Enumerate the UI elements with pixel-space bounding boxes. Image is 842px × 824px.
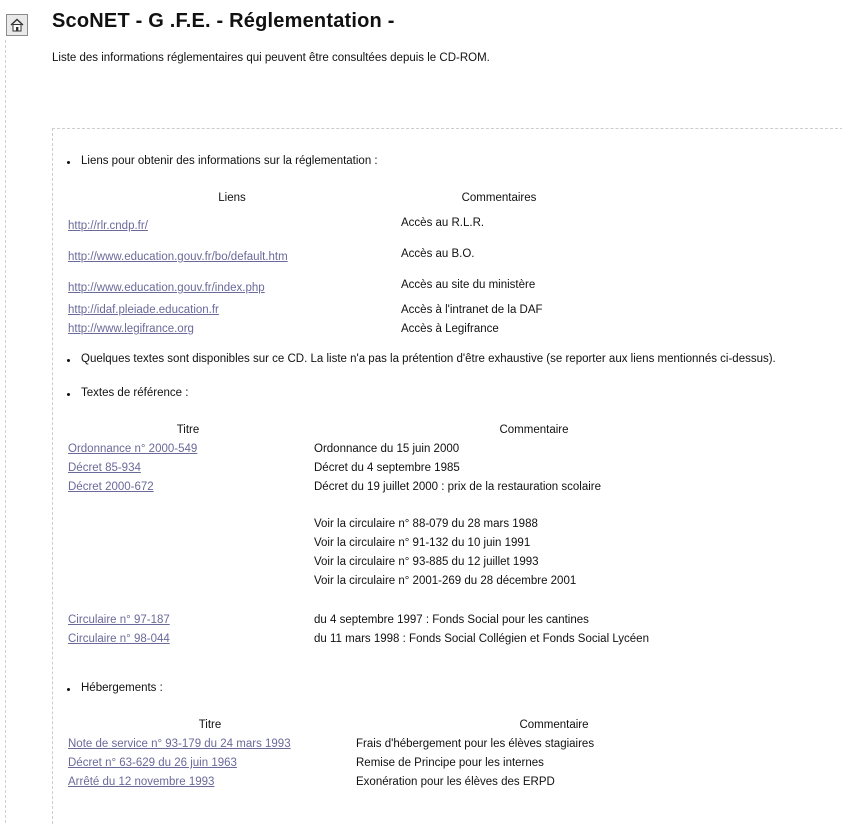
bullet-dot bbox=[67, 359, 70, 362]
link-ordonnance-2000-549[interactable]: Ordonnance n° 2000-549 bbox=[68, 443, 198, 455]
link-decret-2000-672[interactable]: Décret 2000-672 bbox=[68, 481, 154, 493]
col-header-comments: Commentaires bbox=[461, 192, 537, 204]
comment-arrete: Exonération pour les élèves des ERPD bbox=[356, 776, 555, 788]
link-arrete-12-novembre-1993[interactable]: Arrêté du 12 novembre 1993 bbox=[68, 776, 215, 788]
link-note-service-93-179[interactable]: Note de service n° 93-179 du 24 mars 1993 bbox=[68, 738, 291, 750]
link-daf[interactable]: http://idaf.pleiade.education.fr bbox=[68, 304, 219, 316]
note-circulaire-93-885: Voir la circulaire n° 93-885 du 12 juillet 1993 bbox=[314, 556, 539, 568]
link-ministere[interactable]: http://www.education.gouv.fr/index.php bbox=[68, 282, 265, 294]
bullet-links-text: Liens pour obtenir des informations sur la réglementation : bbox=[81, 155, 378, 167]
comment-circulaire-97: du 4 septembre 1997 : Fonds Social pour les cantines bbox=[314, 614, 589, 626]
home-icon bbox=[9, 17, 25, 33]
col-header-titre: Titre bbox=[176, 424, 200, 436]
link-legifrance[interactable]: http://www.legifrance.org bbox=[68, 323, 194, 335]
comment-decret-63: Remise de Principe pour les internes bbox=[356, 757, 544, 769]
comment-rlr: Accès au R.L.R. bbox=[401, 217, 485, 229]
link-circulaire-98-044[interactable]: Circulaire n° 98-044 bbox=[68, 633, 170, 645]
home-button[interactable] bbox=[6, 14, 28, 36]
link-circulaire-97-187[interactable]: Circulaire n° 97-187 bbox=[68, 614, 170, 626]
bullet-hebergements-text: Hébergements : bbox=[81, 682, 163, 694]
bullet-dot bbox=[67, 393, 70, 396]
col-header-links: Liens bbox=[218, 192, 246, 204]
link-decret-63-629[interactable]: Décret n° 63-629 du 26 juin 1963 bbox=[68, 757, 237, 769]
bullet-dot bbox=[67, 161, 70, 164]
note-circulaire-88-079: Voir la circulaire n° 88-079 du 28 mars 1988 bbox=[314, 518, 538, 530]
col-header-titre-heberg: Titre bbox=[198, 719, 222, 731]
left-divider bbox=[5, 40, 6, 823]
comment-circulaire-98: du 11 mars 1998 : Fonds Social Collégien et Fonds Social Lycéen bbox=[314, 633, 649, 645]
link-rlr[interactable]: http://rlr.cndp.fr/ bbox=[68, 220, 148, 232]
comment-decret-85: Décret du 4 septembre 1985 bbox=[314, 462, 460, 474]
note-circulaire-91-132: Voir la circulaire n° 91-132 du 10 juin 1991 bbox=[314, 537, 531, 549]
link-bo[interactable]: http://www.education.gouv.fr/bo/default.htm bbox=[68, 251, 288, 263]
comment-ordonnance: Ordonnance du 15 juin 2000 bbox=[314, 443, 460, 455]
bullet-hebergements bbox=[81, 682, 163, 694]
page-title: ScoNET - G .F.E. - Réglementation - bbox=[52, 10, 395, 32]
col-header-commentaire-heberg: Commentaire bbox=[519, 719, 589, 731]
bullet-dot bbox=[67, 688, 70, 691]
page-intro: Liste des informations réglementaires qui peuvent être consultées depuis le CD-ROM. bbox=[52, 52, 490, 64]
comment-decret-2000: Décret du 19 juillet 2000 : prix de la restauration scolaire bbox=[314, 481, 602, 493]
bullet-reference-text: Textes de référence : bbox=[81, 387, 189, 399]
comment-note-service: Frais d'hébergement pour les élèves stagiaires bbox=[356, 738, 595, 750]
bullet-texts-note bbox=[81, 353, 776, 365]
link-decret-85-934[interactable]: Décret 85-934 bbox=[68, 462, 141, 474]
comment-bo: Accès au B.O. bbox=[401, 248, 475, 260]
note-circulaire-2001-269: Voir la circulaire n° 2001-269 du 28 décembre 2001 bbox=[314, 575, 577, 587]
col-header-commentaire: Commentaire bbox=[499, 424, 569, 436]
bullet-links bbox=[81, 155, 378, 167]
comment-legifrance: Accès à Legifrance bbox=[401, 323, 499, 335]
bullet-texts-note-text: Quelques textes sont disponibles sur ce CD. La liste n'a pas la prétention d'être exhaustive (se reporter aux liens mentionnés ci-dessus). bbox=[81, 353, 776, 365]
bullet-reference bbox=[81, 387, 188, 399]
comment-daf: Accès à l'intranet de la DAF bbox=[401, 304, 543, 316]
comment-ministere: Accès au site du ministère bbox=[401, 279, 536, 291]
